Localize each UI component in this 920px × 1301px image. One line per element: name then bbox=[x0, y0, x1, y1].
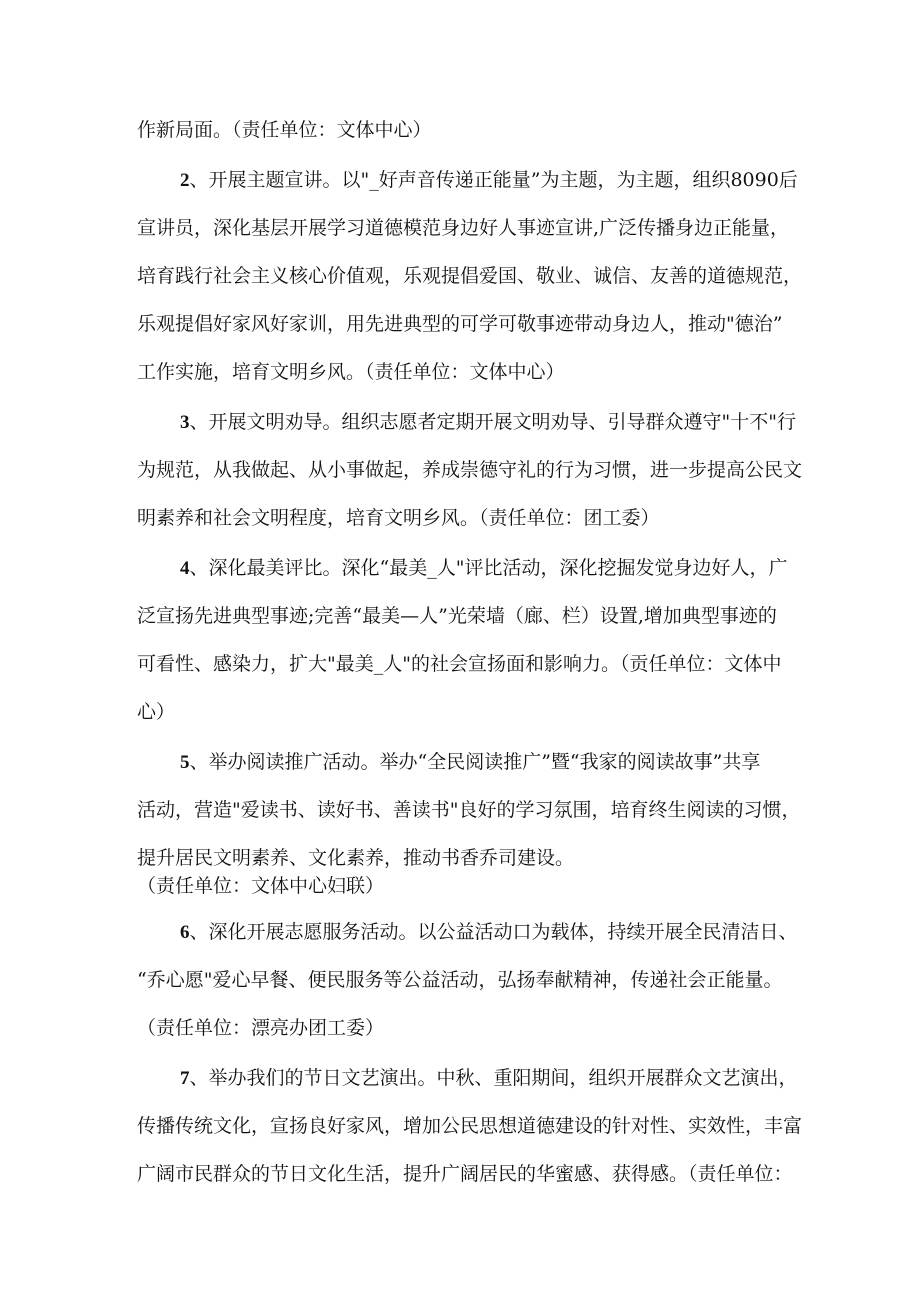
item-text: 、深化开展志愿服务活动。以公益活动口为载体，持续开展全民清洁日、 bbox=[189, 921, 798, 943]
item-7-first-line bbox=[180, 1066, 798, 1091]
item-number: 6 bbox=[180, 922, 190, 943]
text-line: 传播传统文化，宣扬良好家风，增加公民思想道德建设的针对性、实效性，丰富 bbox=[137, 1115, 803, 1137]
item-2-first-line bbox=[180, 168, 798, 193]
item-text: 、举办我们的节日文艺演出。中秋、重阳期间，组织开展群众文艺演出， bbox=[189, 1067, 798, 1089]
text-line: 活动，营造"爱读书、读好书、善读书"良好的学习氛围，培育终生阅读的习惯， bbox=[137, 799, 801, 821]
item-number: 7 bbox=[180, 1068, 190, 1089]
item-text: 、开展文明劝导。组织志愿者定期开展文明劝导、引导群众遵守"十不"行 bbox=[189, 411, 796, 433]
item-4-first-line bbox=[180, 556, 787, 581]
item-text: 、开展主题宣讲。以"_好声音传递正能量”为主题，为主题，组织8090后 bbox=[189, 169, 798, 191]
text-line: 广阔市民群众的节日文化生活，提升广阔居民的华蜜感、获得感。（责任单位： bbox=[137, 1163, 793, 1185]
text-line: （责任单位：文体中心妇联） bbox=[137, 875, 385, 897]
text-line: 提升居民文明素养、文化素养，推动书香乔司建设。 bbox=[137, 847, 575, 869]
text-line: 乐观提倡好家风好家训，用先进典型的可学可敬事迹带动身边人，推动"德治” bbox=[137, 313, 783, 335]
text-line: 可看性、感染力，扩大"最美_人"的社会宣扬面和影响力。（贡任单位：文体中 bbox=[137, 653, 782, 675]
item-number: 3 bbox=[180, 412, 190, 433]
item-5-first-line bbox=[180, 750, 760, 775]
item-number: 5 bbox=[180, 752, 190, 773]
text-line: 作新局面。（责任单位：文体中心） bbox=[137, 119, 432, 141]
text-line: 培育践行社会主义核心价值观，乐观提倡爱国、敬业、诚信、友善的道德规范， bbox=[137, 265, 803, 287]
item-6-first-line bbox=[180, 920, 798, 945]
text-line: 明素养和社会文明程度，培育文明乡风。（责任单位：团工委） bbox=[137, 507, 660, 529]
item-text: 、深化最美评比。深化“最美_人"评比活动，深化挖掘发觉身边好人，广 bbox=[189, 557, 788, 579]
item-number: 2 bbox=[180, 170, 190, 191]
item-3-first-line bbox=[180, 410, 796, 435]
text-line: 工作实施，培育文明乡风。（责任单位：文体中心） bbox=[137, 361, 565, 383]
text-line: 为规范，从我做起、从小事做起，养成崇德守礼的行为习惯，进一步提高公民文 bbox=[137, 459, 803, 481]
text-line: 泛宣扬先进典型事迹;完善“最美—人”光荣墙（廊、栏）设置,增加典型事迹的 bbox=[137, 605, 777, 627]
text-line: 心） bbox=[137, 701, 176, 723]
item-number: 4 bbox=[180, 558, 190, 579]
text-line: “乔心愿"爱心早餐、便民服务等公益活动，弘扬奉献精神，传递社会正能量。 bbox=[137, 969, 783, 991]
text-line: （责任单位：漂亮办团工委） bbox=[137, 1017, 385, 1039]
text-line: 宣讲员，深化基层开展学习道德模范身边好人事迹宣讲,广泛传播身边正能量， bbox=[137, 217, 790, 239]
item-text: 、举办阅读推广活动。举办“全民阅读推广”暨“我家的阅读故事”共享 bbox=[189, 751, 761, 773]
